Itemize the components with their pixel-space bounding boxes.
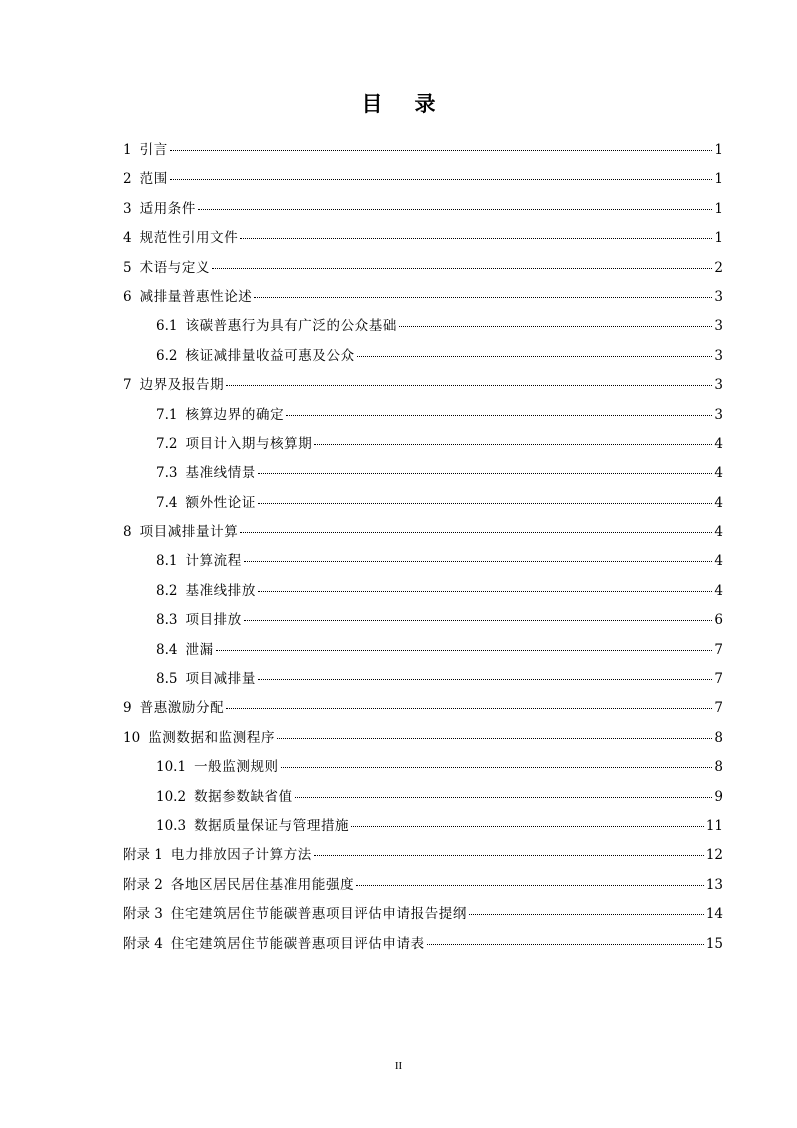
toc-entry-page: 14 [705, 906, 723, 923]
toc-entry[interactable] [123, 930, 723, 959]
toc-entry-title: 电力排放因子计算方法 [170, 847, 312, 864]
toc-dot-leader [258, 678, 712, 680]
toc-entry-page: 7 [714, 671, 723, 688]
toc-dot-leader [314, 854, 704, 856]
toc-entry[interactable] [123, 577, 723, 606]
toc-dot-leader [226, 707, 712, 709]
toc-entry-number: 附录 3 [123, 906, 163, 923]
toc-entry[interactable] [123, 841, 723, 870]
toc-entry-page: 1 [714, 171, 723, 188]
toc-entry[interactable] [123, 430, 723, 459]
toc-entry-title: 普惠激励分配 [139, 700, 225, 717]
toc-entry-title: 一般监测规则 [194, 759, 279, 776]
toc-entry-page: 3 [714, 288, 723, 305]
toc-entry-number: 8.5 [156, 671, 178, 688]
toc-dot-leader [469, 913, 704, 915]
toc-dot-leader [427, 943, 704, 945]
toc-entry-number: 2 [123, 171, 132, 188]
toc-entry[interactable] [123, 518, 723, 547]
toc-dot-leader [170, 149, 713, 151]
toc-dot-leader [226, 384, 712, 386]
toc-entry[interactable] [123, 753, 723, 782]
toc-entry[interactable] [123, 371, 723, 400]
toc-entry[interactable] [123, 489, 723, 518]
toc-entry[interactable] [123, 724, 723, 753]
toc-entry-page: 4 [714, 435, 723, 452]
toc-entry[interactable] [123, 224, 723, 253]
toc-entry-page: 4 [714, 465, 723, 482]
toc-entry[interactable] [123, 136, 723, 165]
toc-entry-title: 术语与定义 [139, 259, 211, 276]
toc-entry-title: 基准线情景 [185, 465, 256, 482]
toc-entry[interactable] [123, 459, 723, 488]
toc-entry-number: 5 [123, 259, 132, 276]
toc-entry-number: 6 [123, 288, 132, 305]
toc-dot-leader [216, 649, 713, 651]
toc-entry-number: 附录 4 [123, 935, 163, 952]
toc-dot-leader [240, 237, 712, 239]
toc-dot-leader [244, 619, 713, 621]
toc-dot-leader [314, 443, 712, 445]
toc-entry-number: 7.1 [156, 406, 178, 423]
toc-entry-page: 8 [714, 729, 723, 746]
toc-entry-title: 引言 [139, 142, 168, 158]
toc-dot-leader [258, 502, 712, 504]
toc-entry-title: 额外性论证 [185, 494, 256, 511]
toc-dot-leader [244, 560, 713, 562]
toc-entry-number: 9 [123, 700, 132, 717]
toc-entry[interactable] [123, 195, 723, 224]
table-of-contents [123, 136, 723, 959]
toc-entry-title: 数据参数缺省值 [194, 788, 293, 805]
toc-entry[interactable] [123, 401, 723, 430]
toc-entry-title: 规范性引用文件 [139, 230, 239, 247]
toc-entry-number: 7.4 [156, 494, 178, 511]
toc-entry-page: 9 [714, 788, 723, 805]
toc-entry-title: 监测数据和监测程序 [148, 729, 276, 746]
toc-entry-page: 4 [714, 582, 723, 599]
toc-dot-leader [212, 267, 712, 269]
toc-dot-leader [198, 208, 712, 210]
toc-dot-leader [170, 178, 713, 180]
toc-entry-number: 7.2 [156, 435, 178, 452]
toc-entry-page: 2 [714, 259, 723, 276]
toc-entry-page: 3 [714, 347, 723, 364]
toc-entry-page: 3 [714, 318, 723, 335]
toc-entry-page: 1 [714, 142, 723, 158]
toc-entry-number: 8.3 [156, 612, 178, 629]
toc-entry-number: 附录 2 [123, 876, 163, 893]
toc-entry[interactable] [123, 165, 723, 194]
toc-entry-number: 6.2 [156, 347, 178, 364]
toc-dot-leader [281, 766, 713, 768]
toc-entry-page: 15 [705, 935, 723, 952]
toc-dot-leader [254, 296, 712, 298]
toc-entry[interactable] [123, 636, 723, 665]
toc-entry-title: 泄漏 [185, 641, 214, 658]
toc-entry-title: 范围 [139, 171, 168, 188]
toc-entry-title: 住宅建筑居住节能碳普惠项目评估申请报告提纲 [170, 906, 467, 923]
toc-entry-page: 4 [714, 553, 723, 570]
toc-entry-title: 项目排放 [185, 612, 242, 629]
toc-entry-number: 3 [123, 200, 132, 217]
toc-dot-leader [351, 825, 704, 827]
toc-entry[interactable] [123, 547, 723, 576]
toc-entry-number: 7.3 [156, 465, 178, 482]
toc-entry-number: 10.1 [156, 759, 187, 776]
page-number: II [394, 1060, 403, 1072]
toc-entry-page: 12 [705, 847, 723, 864]
toc-entry[interactable] [123, 254, 723, 283]
toc-dot-leader [286, 414, 712, 416]
toc-entry-number: 1 [123, 142, 132, 158]
toc-entry-page: 13 [705, 876, 723, 893]
toc-entry[interactable] [123, 312, 723, 341]
toc-entry-page: 3 [714, 377, 723, 394]
toc-entry-title: 边界及报告期 [139, 377, 225, 394]
toc-entry-number: 8.1 [156, 553, 178, 570]
toc-entry-page: 3 [714, 406, 723, 423]
toc-entry-page: 4 [714, 494, 723, 511]
toc-entry-number: 6.1 [156, 318, 178, 335]
toc-entry-title: 基准线排放 [185, 582, 256, 599]
toc-entry[interactable] [123, 783, 723, 812]
toc-entry-title: 核算边界的确定 [185, 406, 285, 423]
page-title: 目录 [361, 91, 468, 116]
toc-entry-title: 各地区居民居住基准用能强度 [170, 876, 355, 893]
toc-entry-number: 4 [123, 230, 132, 247]
toc-entry-number: 8.4 [156, 641, 178, 658]
toc-dot-leader [258, 590, 712, 592]
toc-entry-title: 项目减排量计算 [139, 524, 239, 541]
toc-dot-leader [277, 737, 712, 739]
toc-entry-title: 减排量普惠性论述 [139, 288, 253, 305]
toc-entry-number: 8 [123, 524, 132, 541]
toc-entry-page: 8 [714, 759, 723, 776]
toc-entry[interactable] [123, 871, 723, 900]
toc-entry-page: 6 [714, 612, 723, 629]
toc-entry-title: 适用条件 [139, 200, 196, 217]
toc-entry-title: 核证减排量收益可惠及公众 [185, 347, 355, 364]
toc-entry[interactable] [123, 606, 723, 635]
toc-entry[interactable] [123, 900, 723, 929]
toc-entry-page: 4 [714, 524, 723, 541]
toc-entry-number: 附录 1 [123, 847, 163, 864]
toc-entry-page: 7 [714, 641, 723, 658]
toc-entry-title: 项目计入期与核算期 [185, 435, 313, 452]
toc-entry[interactable] [123, 812, 723, 841]
toc-entry-number: 7 [123, 377, 132, 394]
toc-entry[interactable] [123, 665, 723, 694]
toc-dot-leader [240, 531, 712, 533]
toc-entry-title: 住宅建筑居住节能碳普惠项目评估申请表 [170, 935, 425, 952]
toc-dot-leader [356, 884, 704, 886]
toc-dot-leader [357, 355, 713, 357]
toc-entry-page: 11 [705, 817, 723, 834]
toc-entry-number: 8.2 [156, 582, 178, 599]
toc-entry-title: 计算流程 [185, 553, 242, 570]
toc-dot-leader [258, 472, 712, 474]
toc-dot-leader [399, 325, 712, 327]
toc-entry[interactable] [123, 342, 723, 371]
toc-entry-page: 1 [714, 200, 723, 217]
toc-dot-leader [295, 796, 713, 798]
toc-entry-number: 10.2 [156, 788, 187, 805]
toc-entry[interactable] [123, 694, 723, 723]
toc-entry-title: 数据质量保证与管理措施 [194, 817, 350, 834]
toc-entry-page: 7 [714, 700, 723, 717]
toc-entry[interactable] [123, 283, 723, 312]
toc-entry-number: 10 [123, 729, 141, 746]
toc-entry-title: 该碳普惠行为具有广泛的公众基础 [185, 318, 397, 335]
toc-entry-number: 10.3 [156, 817, 187, 834]
toc-entry-page: 1 [714, 230, 723, 247]
toc-entry-title: 项目减排量 [185, 671, 256, 688]
